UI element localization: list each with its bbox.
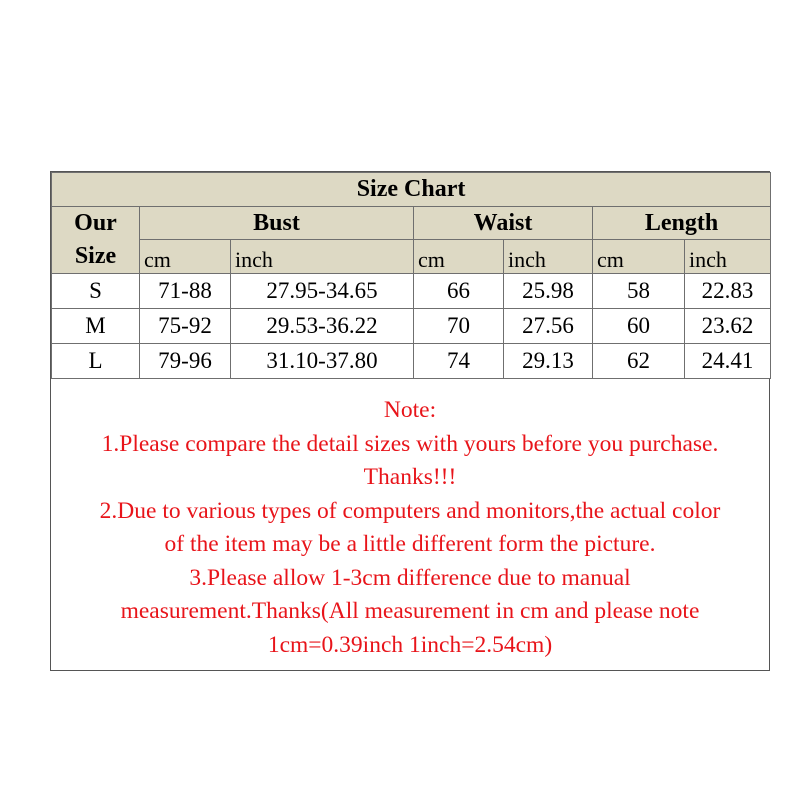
note-line: 2.Due to various types of computers and monitors,the actual color — [99, 497, 721, 524]
size-cell: L — [52, 344, 140, 379]
size-cell: M — [52, 309, 140, 344]
waist-cm-cell: 70 — [414, 309, 504, 344]
waist-inch-cell: 25.98 — [504, 274, 593, 309]
note-line: 1.Please compare the detail sizes with yours before you purchase. — [101, 430, 719, 457]
chart-title: Size Chart — [52, 173, 771, 207]
bust-cm-header: cm — [140, 240, 231, 274]
note-line: measurement.Thanks(All measurement in cm and please note — [120, 598, 700, 624]
waist-cm-header: cm — [414, 240, 504, 274]
bust-cm-cell: 79-96 — [140, 344, 231, 379]
bust-cm-cell: 71-88 — [140, 274, 231, 309]
length-cm-header: cm — [593, 240, 685, 274]
bust-inch-cell: 27.95-34.65 — [231, 274, 414, 309]
group-header-row — [52, 207, 771, 240]
note-line: of the item may be a little different form the picture. — [164, 531, 656, 557]
note-line: 3.Please allow 1-3cm difference due to manual — [189, 564, 631, 591]
size-chart-table — [51, 172, 771, 379]
size-chart-sheet — [50, 171, 770, 671]
unit-header-row — [52, 240, 771, 274]
note-line: 1cm=0.39inch 1inch=2.54cm) — [267, 631, 553, 658]
waist-cm-cell: 66 — [414, 274, 504, 309]
waist-group-header: Waist — [414, 207, 593, 240]
length-inch-cell: 24.41 — [685, 344, 771, 379]
length-cm-cell: 58 — [593, 274, 685, 309]
bust-cm-cell: 75-92 — [140, 309, 231, 344]
size-header-line1: Our — [74, 210, 117, 236]
size-header-line2: Size — [74, 243, 117, 269]
size-cell: S — [52, 274, 140, 309]
title-row — [52, 173, 771, 207]
bust-group-header: Bust — [140, 207, 414, 240]
length-inch-cell: 23.62 — [685, 309, 771, 344]
bust-inch-cell: 29.53-36.22 — [231, 309, 414, 344]
notes-section — [51, 394, 769, 662]
length-group-header: Length — [593, 207, 771, 240]
waist-inch-header: inch — [504, 240, 593, 274]
length-cm-cell: 60 — [593, 309, 685, 344]
waist-cm-cell: 74 — [414, 344, 504, 379]
length-cm-cell: 62 — [593, 344, 685, 379]
note-heading: Note: — [383, 397, 437, 423]
size-column-header — [52, 207, 140, 274]
waist-inch-cell: 27.56 — [504, 309, 593, 344]
note-line: Thanks!!! — [363, 464, 457, 490]
waist-inch-cell: 29.13 — [504, 344, 593, 379]
bust-inch-header: inch — [231, 240, 414, 274]
length-inch-header: inch — [685, 240, 771, 274]
length-inch-cell: 22.83 — [685, 274, 771, 309]
table-row — [52, 344, 771, 379]
bust-inch-cell: 31.10-37.80 — [231, 344, 414, 379]
table-row — [52, 309, 771, 344]
table-row — [52, 274, 771, 309]
